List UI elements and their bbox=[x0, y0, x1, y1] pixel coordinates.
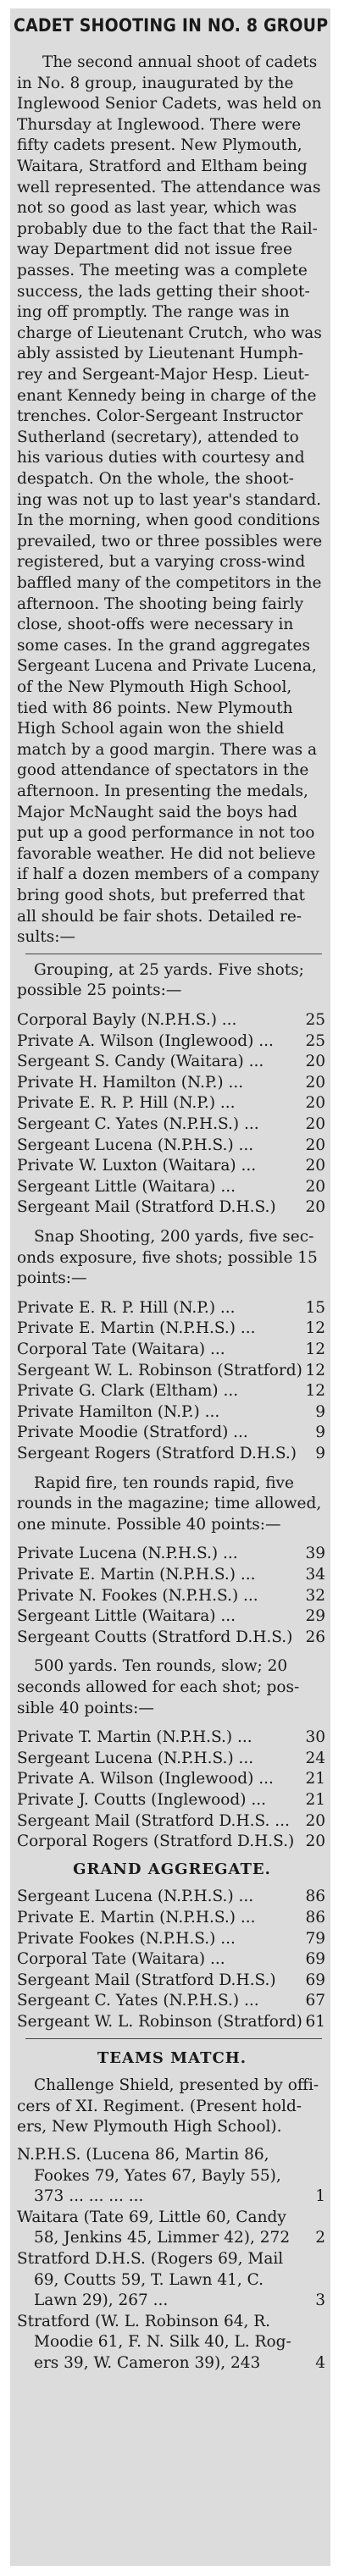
snap-row-name: Sergeant Rogers (Stratford D.H.S.) bbox=[17, 1445, 297, 1462]
paragraph-line: ably assisted by Lieutenant Humph- bbox=[17, 345, 304, 363]
rapid-row-score: 29 bbox=[305, 1607, 325, 1626]
paragraph-line: Major McNaught said the boys had bbox=[17, 803, 298, 821]
grand-row-score: 61 bbox=[305, 2013, 325, 2031]
yards500-row-name: Private J. Coutts (Inglewood) ... bbox=[17, 1791, 266, 1809]
grouping-row-score: 20 bbox=[305, 1094, 325, 1113]
snap-row-score: 15 bbox=[305, 1298, 325, 1317]
grouping-row-score: 20 bbox=[305, 1073, 325, 1092]
yards500-row-name: Private T. Martin (N.P.H.S.) ... bbox=[17, 1728, 252, 1747]
grouping-row-name: Sergeant Lucena (N.P.H.S.) ... bbox=[17, 1136, 254, 1154]
paragraph-line: rey and Sergeant-Major Hesp. Lieut- bbox=[17, 366, 310, 384]
yards500-intro: seconds allowed for each shot; pos- bbox=[17, 1678, 300, 1696]
grand-row-name: Corporal Tate (Waitara) ... bbox=[17, 1950, 225, 1969]
paragraph-line: favorable weather. He did not believe bbox=[17, 844, 316, 863]
paragraph-line: High School again won the shield bbox=[17, 720, 285, 738]
rapid-row-name: Private Lucena (N.P.H.S.) ... bbox=[17, 1545, 238, 1563]
yards500-row-name: Sergeant Mail (Stratford D.H.S. ... bbox=[17, 1811, 290, 1830]
paragraph-line: some cases. In the grand aggregates bbox=[17, 636, 310, 655]
rapid-row-name: Private N. Fookes (N.P.H.S.) ... bbox=[17, 1586, 258, 1605]
paragraph-line: The second annual shoot of cadets bbox=[42, 53, 318, 71]
yards500-row-score: 20 bbox=[305, 1811, 325, 1830]
grouping-intro: Grouping, at 25 yards. Five shots; bbox=[34, 960, 304, 979]
paragraph-line: passes. The meeting was a complete bbox=[17, 262, 308, 279]
paragraph-line: in No. 8 group, inaugurated by the bbox=[17, 74, 294, 92]
grouping-row-score: 20 bbox=[305, 1136, 325, 1154]
grand-row-name: Sergeant Mail (Stratford D.H.S.) bbox=[17, 1971, 276, 1989]
rapid-intro: rounds in the magazine; time allowed, bbox=[17, 1495, 322, 1513]
rapid-intro: one minute. Possible 40 points:— bbox=[17, 1515, 281, 1534]
paragraph-line: trenches. Color-Sergeant Instructor bbox=[17, 407, 303, 426]
grouping-intro: possible 25 points:— bbox=[17, 981, 182, 1000]
rapid-row-name: Private E. Martin (N.P.H.S.) ... bbox=[17, 1566, 256, 1584]
team-result-line: Stratford (W. L. Robinson 64, R. bbox=[17, 2312, 271, 2330]
rapid-intro: Rapid fire, ten rounds rapid, five bbox=[34, 1473, 294, 1492]
paragraph-line: ing was not up to last year's standard. bbox=[17, 490, 322, 509]
grouping-row-name: Sergeant C. Yates (N.P.H.S.) ... bbox=[17, 1115, 259, 1133]
team-result-line: N.P.H.S. (Lucena 86, Martin 86, bbox=[17, 2146, 269, 2164]
grouping-row-name: Sergeant Mail (Stratford D.H.S.) bbox=[17, 1198, 276, 1217]
paragraph-line: despatch. On the whole, the shoot- bbox=[17, 470, 294, 488]
grand-row-name: Private E. Martin (N.P.H.S.) ... bbox=[17, 1909, 256, 1926]
grouping-row-score: 25 bbox=[305, 1011, 325, 1029]
snap-row-name: Private G. Clark (Eltham) ... bbox=[17, 1382, 239, 1401]
paragraph-line: close, shoot-offs were necessary in bbox=[17, 616, 294, 634]
yards500-row-name: Private A. Wilson (Inglewood) ... bbox=[17, 1770, 274, 1788]
snap-row-score: 12 bbox=[305, 1361, 325, 1379]
grouping-row-name: Sergeant S. Candy (Waitara) ... bbox=[17, 1053, 264, 1071]
grouping-row-name: Private W. Luxton (Waitara) ... bbox=[17, 1157, 257, 1175]
paragraph-line: registered, but a varying cross-wind bbox=[17, 553, 306, 572]
headline: CADET SHOOTING IN NO. 8 GROUP bbox=[14, 15, 329, 36]
paragraph-line: Inglewood Senior Cadets, was held on bbox=[17, 95, 322, 113]
paragraph-line: In the morning, when good conditions bbox=[17, 511, 320, 530]
paragraph-line: Sergeant Lucena and Private Lucena, bbox=[17, 657, 317, 676]
grand-row-score: 67 bbox=[305, 1992, 325, 2010]
section-rule bbox=[25, 2038, 322, 2039]
rapid-row-score: 34 bbox=[305, 1566, 325, 1584]
yards500-row-score: 30 bbox=[305, 1728, 325, 1747]
rapid-row-score: 32 bbox=[305, 1586, 325, 1605]
grouping-row-name: Sergeant Little (Waitara) ... bbox=[17, 1177, 236, 1196]
team-result-line: ers 39, W. Cameron 39), 243 bbox=[34, 2354, 261, 2372]
paragraph-line: ing off promptly. The range was in bbox=[17, 303, 290, 322]
grand-row-name: Sergeant Lucena (N.P.H.S.) ... bbox=[17, 1888, 254, 1906]
paragraph-line: fifty cadets present. New Plymouth, bbox=[17, 136, 302, 155]
teams-match-heading: TEAMS MATCH. bbox=[97, 2048, 247, 2067]
grouping-row-name: Corporal Bayly (N.P.H.S.) ... bbox=[17, 1011, 237, 1029]
yards500-row-score: 24 bbox=[305, 1749, 325, 1767]
rapid-row-name: Sergeant Little (Waitara) ... bbox=[17, 1607, 236, 1626]
team-rank: 4 bbox=[315, 2354, 325, 2372]
paragraph-line: well represented. The attendance was bbox=[17, 178, 321, 196]
teams-intro: Challenge Shield, presented by offi- bbox=[34, 2076, 319, 2095]
grand-row-name: Sergeant C. Yates (N.P.H.S.) ... bbox=[17, 1992, 259, 2010]
paragraph-line: probably due to the fact that the Rail- bbox=[17, 219, 318, 238]
snap-row-score: 9 bbox=[315, 1445, 325, 1462]
yards500-row-score: 21 bbox=[305, 1791, 325, 1809]
teams-intro: cers of XI. Regiment. (Present hold- bbox=[17, 2097, 302, 2115]
team-result-line: Waitara (Tate 69, Little 60, Candy bbox=[17, 2208, 286, 2226]
grouping-row-score: 20 bbox=[305, 1177, 325, 1196]
team-rank: 1 bbox=[315, 2187, 325, 2206]
snap-row-score: 12 bbox=[305, 1341, 325, 1358]
snap-intro: points:— bbox=[17, 1269, 87, 1288]
paragraph-line: prevailed, two or three possibles were bbox=[17, 532, 323, 550]
snap-row-name: Private E. Martin (N.P.H.S.) ... bbox=[17, 1319, 256, 1338]
paragraph-line: afternoon. In presenting the medals, bbox=[17, 782, 308, 800]
paragraph-line: enant Kennedy being in charge of the bbox=[17, 386, 317, 405]
yards500-intro: sible 40 points:— bbox=[17, 1699, 154, 1717]
grand-row-score: 86 bbox=[305, 1888, 325, 1906]
rapid-row-score: 26 bbox=[305, 1628, 325, 1646]
paragraph-line: all should be fair shots. Detailed re- bbox=[17, 907, 302, 926]
team-rank: 3 bbox=[315, 2291, 325, 2310]
paragraph-line: sults:— bbox=[17, 928, 75, 947]
paragraph-line: good attendance of spectators in the bbox=[17, 761, 309, 780]
snap-row-score: 12 bbox=[305, 1382, 325, 1401]
team-result-line: Fookes 79, Yates 67, Bayly 55), bbox=[34, 2166, 281, 2185]
snap-row-score: 9 bbox=[315, 1423, 325, 1442]
grouping-row-name: Private A. Wilson (Inglewood) ... bbox=[17, 1031, 274, 1050]
yards500-row-score: 20 bbox=[305, 1832, 325, 1851]
teams-intro: ers, New Plymouth High School). bbox=[17, 2118, 282, 2137]
paragraph-line: his various duties with courtesy and bbox=[17, 449, 305, 467]
paragraph-line: baffled many of the competitors in the bbox=[17, 574, 322, 592]
paragraph-line: match by a good margin. There was a bbox=[17, 740, 318, 759]
paragraph-line: success, the lads getting their shoot- bbox=[17, 282, 310, 301]
snap-intro: onds exposure, five shots; possible 15 bbox=[17, 1248, 318, 1267]
snap-row-name: Sergeant W. L. Robinson (Stratford) bbox=[17, 1361, 302, 1379]
team-result-line: Moodie 61, F. N. Silk 40, L. Rog- bbox=[34, 2333, 291, 2352]
grouping-row-name: Private E. R. P. Hill (N.P.) ... bbox=[17, 1094, 236, 1113]
paragraph-line: if half a dozen members of a company bbox=[17, 865, 319, 884]
snap-intro: Snap Shooting, 200 yards, five sec- bbox=[34, 1228, 314, 1246]
grouping-row-score: 20 bbox=[305, 1157, 325, 1175]
snap-row-name: Corporal Tate (Waitara) ... bbox=[17, 1341, 225, 1358]
paragraph-line: put up a good performance in not too bbox=[17, 824, 315, 843]
team-result-line: Lawn 29), 267 ... bbox=[34, 2291, 169, 2310]
grand-row-score: 69 bbox=[305, 1950, 325, 1969]
yards500-row-score: 21 bbox=[305, 1770, 325, 1788]
paragraph-line: bring good shots, but preferred that bbox=[17, 887, 305, 904]
grand-row-score: 79 bbox=[305, 1929, 325, 1948]
grand-row-name: Private Fookes (N.P.H.S.) ... bbox=[17, 1929, 236, 1948]
grouping-row-name: Private H. Hamilton (N.P.) ... bbox=[17, 1073, 244, 1092]
paragraph-line: Thursday at Inglewood. There were bbox=[17, 115, 302, 134]
rapid-row-score: 39 bbox=[305, 1545, 325, 1563]
grouping-row-score: 20 bbox=[305, 1115, 325, 1133]
team-result-line: Stratford D.H.S. (Rogers 69, Mail bbox=[17, 2250, 284, 2268]
yards500-row-name: Sergeant Lucena (N.P.H.S.) ... bbox=[17, 1749, 254, 1767]
team-rank: 2 bbox=[315, 2229, 325, 2247]
team-result-line: 373 ... ... ... ... bbox=[34, 2187, 144, 2206]
team-result-line: 69, Coutts 59, T. Lawn 41, C. bbox=[34, 2270, 264, 2289]
paragraph-line: of the New Plymouth High School, bbox=[17, 678, 292, 696]
grand-row-score: 69 bbox=[305, 1971, 325, 1989]
grouping-row-score: 20 bbox=[305, 1198, 325, 1217]
yards500-row-name: Corporal Rogers (Stratford D.H.S.) bbox=[17, 1832, 295, 1851]
snap-row-score: 9 bbox=[315, 1402, 325, 1421]
paragraph-line: afternoon. The shooting being fairly bbox=[17, 594, 304, 613]
paragraph-line: way Department did not issue free bbox=[17, 240, 292, 259]
yards500-intro: 500 yards. Ten rounds, slow; 20 bbox=[34, 1657, 288, 1676]
rapid-row-name: Sergeant Coutts (Stratford D.H.S.) bbox=[17, 1628, 293, 1646]
team-result-line: 58, Jenkins 45, Limmer 42), 272 bbox=[34, 2229, 291, 2247]
paragraph-line: not so good as last year, which was bbox=[17, 199, 297, 218]
paragraph-line: Waitara, Stratford and Eltham being bbox=[17, 158, 308, 175]
snap-row-name: Private Moodie (Stratford) ... bbox=[17, 1423, 248, 1442]
paragraph-line: Sutherland (secretary), attended to bbox=[17, 428, 299, 446]
grouping-row-score: 20 bbox=[305, 1053, 325, 1071]
grand-aggregate-heading: GRAND AGGREGATE. bbox=[73, 1860, 271, 1878]
paragraph-line: tied with 86 points. New Plymouth bbox=[17, 699, 293, 717]
grouping-row-score: 25 bbox=[305, 1031, 325, 1050]
snap-row-name: Private E. R. P. Hill (N.P.) ... bbox=[17, 1298, 236, 1317]
snap-row-score: 12 bbox=[305, 1319, 325, 1338]
grand-row-name: Sergeant W. L. Robinson (Stratford) bbox=[17, 2013, 302, 2031]
snap-row-name: Private Hamilton (N.P.) ... bbox=[17, 1402, 220, 1421]
paragraph-line: charge of Lieutenant Crutch, who was bbox=[17, 323, 322, 342]
grand-row-score: 86 bbox=[305, 1909, 325, 1926]
